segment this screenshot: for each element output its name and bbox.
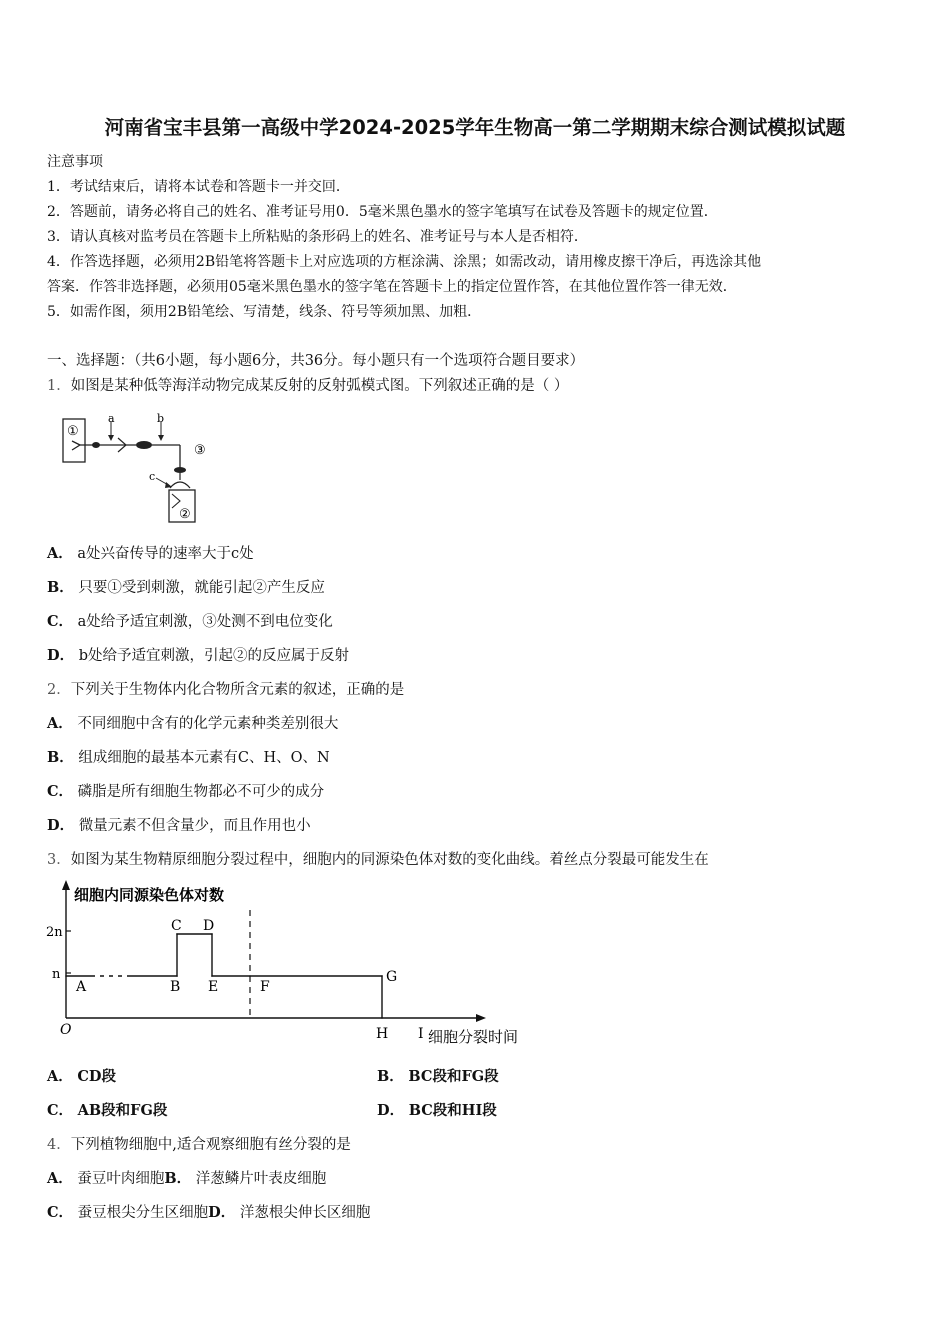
point-label-c: C xyxy=(171,918,182,934)
question-number: 3． xyxy=(47,852,71,868)
point-label-f: F xyxy=(260,979,270,995)
q4-option-c-key: C． xyxy=(47,1204,74,1221)
notice-item: 3．请认真核对监考员在答题卡上所粘贴的条形码上的姓名、准考证号与本人是否相符． xyxy=(47,229,588,245)
notice-item: 2．答题前，请务必将自己的姓名、准考证号用0．5毫米黑色墨水的签字笔填写在试卷及答题卡的规定位置． xyxy=(47,204,718,220)
synapse-dot xyxy=(92,442,100,448)
notice-item: 答案．作答非选择题，必须用05毫米黑色墨水的签字笔在答题卡上的指定位置作答，在其他位置作答一律无效． xyxy=(47,279,737,295)
label-effector: ② xyxy=(179,507,191,522)
q4-option-a-key: A． xyxy=(47,1170,73,1187)
point-label-i: I xyxy=(418,1026,424,1042)
question-number: 1． xyxy=(47,378,71,394)
q3-option-b: B． BC段和FG段 xyxy=(377,1068,499,1085)
q2-option-a: A． 不同细胞中含有的化学元素种类差别很大 xyxy=(47,715,339,732)
effector-ending xyxy=(170,482,190,488)
label-point-3: ③ xyxy=(194,443,206,458)
q2-option-b: B． 组成细胞的最基本元素有C、H、O、N xyxy=(47,749,330,766)
label-b: b xyxy=(157,412,165,425)
arrow-c-head xyxy=(165,482,172,488)
notice-item: 1．考试结束后，请将本试卷和答题卡一并交回． xyxy=(47,179,350,195)
label-c: c xyxy=(149,470,156,483)
q1-option-a: A． a处兴奋传导的速率大于c处 xyxy=(47,545,254,562)
label-a: a xyxy=(108,412,115,425)
q3-option-d: D． BC段和HI段 xyxy=(377,1102,497,1119)
y-tick-label: 2n xyxy=(46,925,63,940)
q3-option-a: A． CD段 xyxy=(47,1068,116,1085)
x-axis-arrow xyxy=(476,1014,486,1022)
question-number: 2． xyxy=(47,682,71,698)
question-1 xyxy=(47,376,568,396)
point-label-h: H xyxy=(376,1026,389,1042)
q4-option-d-text: 洋葱根尖伸长区细胞 xyxy=(239,1205,371,1221)
q4-option-row-2 xyxy=(47,1203,370,1223)
q4-option-row-1 xyxy=(47,1169,326,1189)
question-number: 4． xyxy=(47,1137,71,1153)
data-point-a xyxy=(65,975,67,977)
question-stem: 下列植物细胞中,适合观察细胞有丝分裂的是 xyxy=(70,1137,351,1153)
q2-option-c: C． 磷脂是所有细胞生物都必不可少的成分 xyxy=(47,783,325,800)
point-label-e: E xyxy=(208,979,219,995)
synapse-dot-2 xyxy=(174,467,186,473)
point-label-g: G xyxy=(386,969,398,985)
q1-option-c: C． a处给予适宜刺激，③处测不到电位变化 xyxy=(47,613,333,630)
point-label-b: B xyxy=(170,979,181,995)
q4-option-d-key: D． xyxy=(208,1204,236,1221)
question-3 xyxy=(47,850,709,870)
question-stem: 下列关于生物体内化合物所含元素的叙述，正确的是 xyxy=(70,682,405,698)
point-label-d: D xyxy=(203,918,215,934)
origin-label: O xyxy=(60,1022,72,1038)
question-4 xyxy=(47,1135,351,1155)
q4-option-b-text: 洋葱鳞片叶表皮细胞 xyxy=(195,1171,327,1187)
y-axis-label: 细胞内同源染色体对数 xyxy=(74,886,225,904)
section-heading: 一、选择题：（共6小题，每小题6分，共36分。每小题只有一个选项符合题目要求） xyxy=(47,353,585,369)
q1-option-b: B． 只要①受到刺激，就能引起②产生反应 xyxy=(47,579,325,596)
receptor-mark xyxy=(72,441,80,450)
q1-option-d: D． b处给予适宜刺激，引起②的反应属于反射 xyxy=(47,647,349,664)
notice-item: 5．如需作图，须用2B铅笔绘、写清楚，线条、符号等须加黑、加粗． xyxy=(47,304,482,320)
data-point-e xyxy=(211,975,213,977)
q4-option-b-key: B． xyxy=(164,1170,192,1187)
x-axis-label: 细胞分裂时间 xyxy=(428,1028,519,1046)
page-title: 河南省宝丰县第一高级中学2024-2025学年生物高一第二学期期末综合测试模拟试题 xyxy=(104,116,846,139)
y-axis-arrow xyxy=(62,880,70,890)
y-tick-label: n xyxy=(52,967,61,982)
q4-option-c-text: 蚕豆根尖分生区细胞 xyxy=(77,1205,209,1221)
arrow-a-head xyxy=(108,435,114,441)
data-point-f xyxy=(249,975,251,977)
q3-option-c: C． AB段和FG段 xyxy=(47,1102,168,1119)
data-point-h xyxy=(381,1017,383,1019)
q2-option-d: D． 微量元素不但含量少，而且作用也小 xyxy=(47,817,311,834)
point-label-a: A xyxy=(76,979,87,995)
label-receptor: ① xyxy=(67,424,79,439)
question-stem: 如图为某生物精原细胞分裂过程中，细胞内的同源染色体对数的变化曲线。着丝点分裂最可能发生在 xyxy=(70,852,709,868)
data-point-b xyxy=(176,975,178,977)
reflex-arc-figure xyxy=(58,410,218,530)
q4-option-a-text: 蚕豆叶肉细胞 xyxy=(77,1171,165,1187)
effector-mark xyxy=(172,494,180,508)
data-point-g xyxy=(381,975,383,977)
nerve-center xyxy=(136,441,152,449)
homolog-pairs-chart xyxy=(40,878,540,1058)
question-2 xyxy=(47,680,404,700)
notice-heading: 注意事项 xyxy=(47,154,103,170)
notice-item: 4．作答选择题，必须用2B铅笔将答题卡上对应选项的方框涂满、涂黑；如需改动，请用橡皮擦干净后，再选涂其他 xyxy=(47,254,762,270)
question-stem: 如图是某种低等海洋动物完成某反射的反射弧模式图。下列叙述正确的是（ ） xyxy=(70,378,569,394)
arrow-b-head xyxy=(158,435,164,441)
